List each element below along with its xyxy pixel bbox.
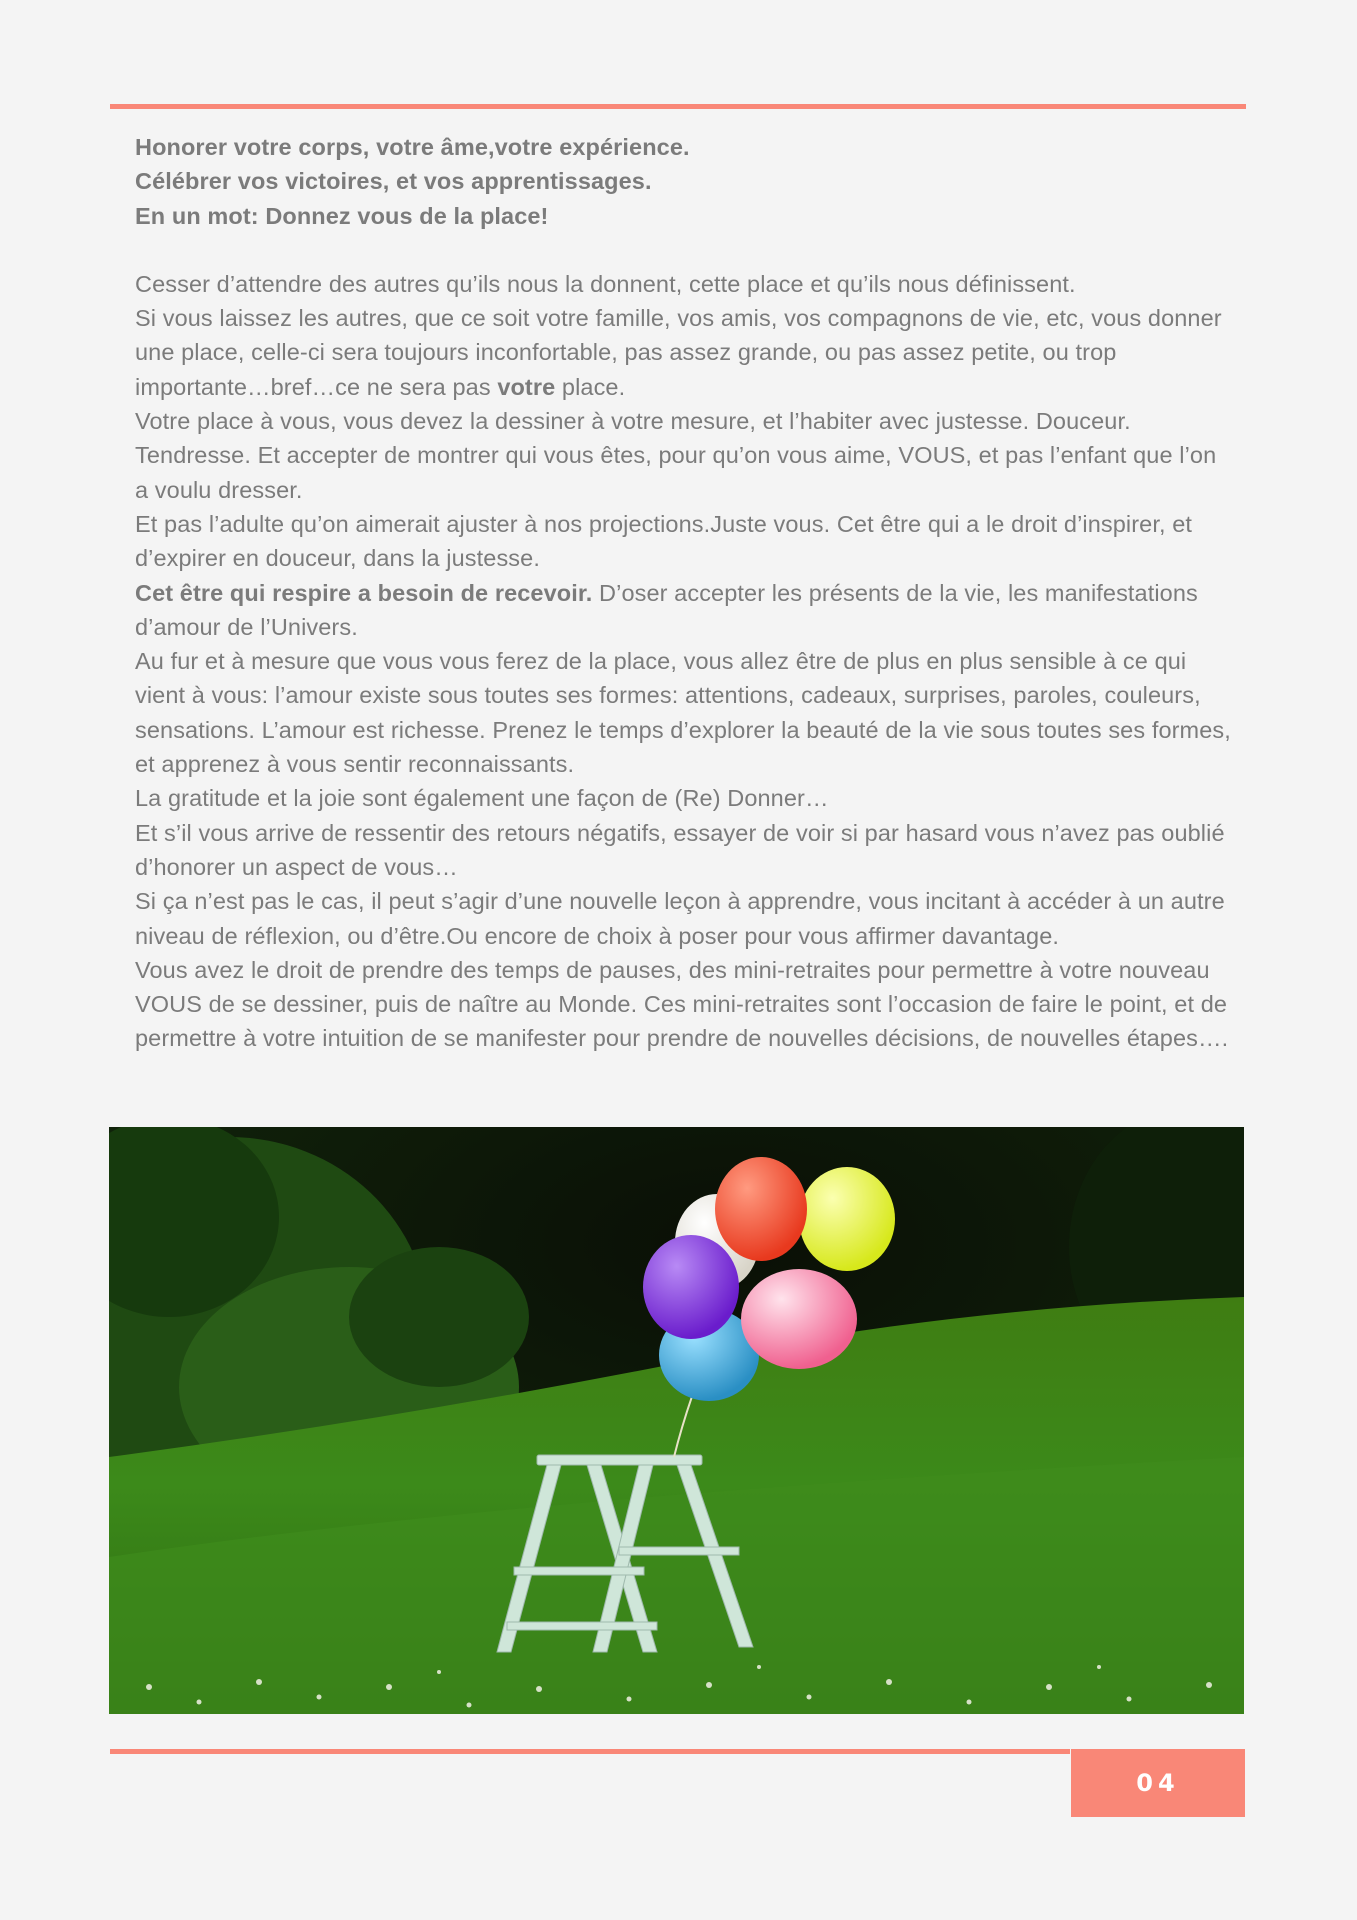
paragraph-2-end: place. (555, 373, 626, 400)
paragraph-3: Votre place à vous, vous devez la dessiner à votre mesure, et l’habiter avec justesse. Douceur. Tendresse. Et accepter de montrer qui vous êtes, pour qu’on vous aime, VOUS, et pas l’enfant que l’on a voulu dresser. (135, 408, 1217, 503)
paragraph-5-emphasis: Cet être qui respire a besoin de recevoir. (135, 579, 593, 606)
paragraph-9: Si ça n’est pas le cas, il peut s’agir d’une nouvelle leçon à apprendre, vous incitant à accéder à un autre niveau de réflexion, ou d’être.Ou encore de choix à poser pour vous affirmer davantage. (135, 888, 1225, 949)
page-number: 04 (1071, 1749, 1245, 1817)
paragraph-5-text: D’oser accepter les présents de la vie, les manifestations d’amour de l’Univers. (135, 579, 1198, 640)
paragraph-4: Et pas l’adulte qu’on aimerait ajuster à nos projections.Juste vous. Cet être qui a le droit d’inspirer, et d’expirer en douceur, dans la justesse. (135, 510, 1193, 572)
article-body (135, 130, 1235, 1056)
bottom-divider (110, 1749, 1070, 1754)
paragraph-2 (135, 301, 1235, 404)
paragraph-gap (135, 233, 1235, 267)
balloons-illustration (109, 1127, 1244, 1714)
paragraph-8: Et s’il vous arrive de ressentir des retours négatifs, essayer de voir si par hasard vous n’avez pas oublié d’honorer un aspect de vous… (135, 819, 1225, 880)
intro-line-3: En un mot: Donnez vous de la place! (135, 202, 549, 229)
top-divider (110, 104, 1246, 109)
paragraph-1: Cesser d’attendre des autres qu’ils nous la donnent, cette place et qu’ils nous définissent. (135, 270, 1076, 297)
intro-line-2: Célébrer vos victoires, et vos apprentissages. (135, 168, 652, 195)
paragraph-10: Vous avez le droit de prendre des temps de pauses, des mini-retraites pour permettre à votre nouveau VOUS de se dessiner, puis de naître au Monde. Ces mini-retraites sont l’occasion de faire le point, et de permettre à votre intuition de se manifester pour prendre de nouvelles décisions, de nouvelles étapes…. (135, 956, 1229, 1052)
intro-line-1: Honorer votre corps, votre âme,votre expérience. (135, 134, 690, 160)
paragraph-6: Au fur et à mesure que vous vous ferez de la place, vous allez être de plus en plus sensible à ce qui vient à vous: l’amour existe sous toutes ses formes: attentions, cadeaux, surprises, paroles, couleurs, sensations. L’amour est richesse. Prenez le temps d’explorer la beauté de la vie sous toutes ses formes, et apprenez à vous sentir reconnaissants. (135, 648, 1231, 778)
intro-block (135, 130, 1235, 233)
paragraph-7: La gratitude et la joie sont également une façon de (Re) Donner… (135, 785, 829, 812)
balloons-photo (109, 1127, 1244, 1714)
paragraph-2-emphasis: votre (497, 373, 556, 400)
paragraph-5 (135, 576, 1235, 645)
paragraph-2-text: Si vous laissez les autres, que ce soit votre famille, vos amis, vos compagnons de vie, etc, vous donner une place, celle-ci sera toujours inconfortable, pas assez grande, ou pas assez petite, ou trop importante…bref…ce ne sera pas (135, 305, 1222, 400)
